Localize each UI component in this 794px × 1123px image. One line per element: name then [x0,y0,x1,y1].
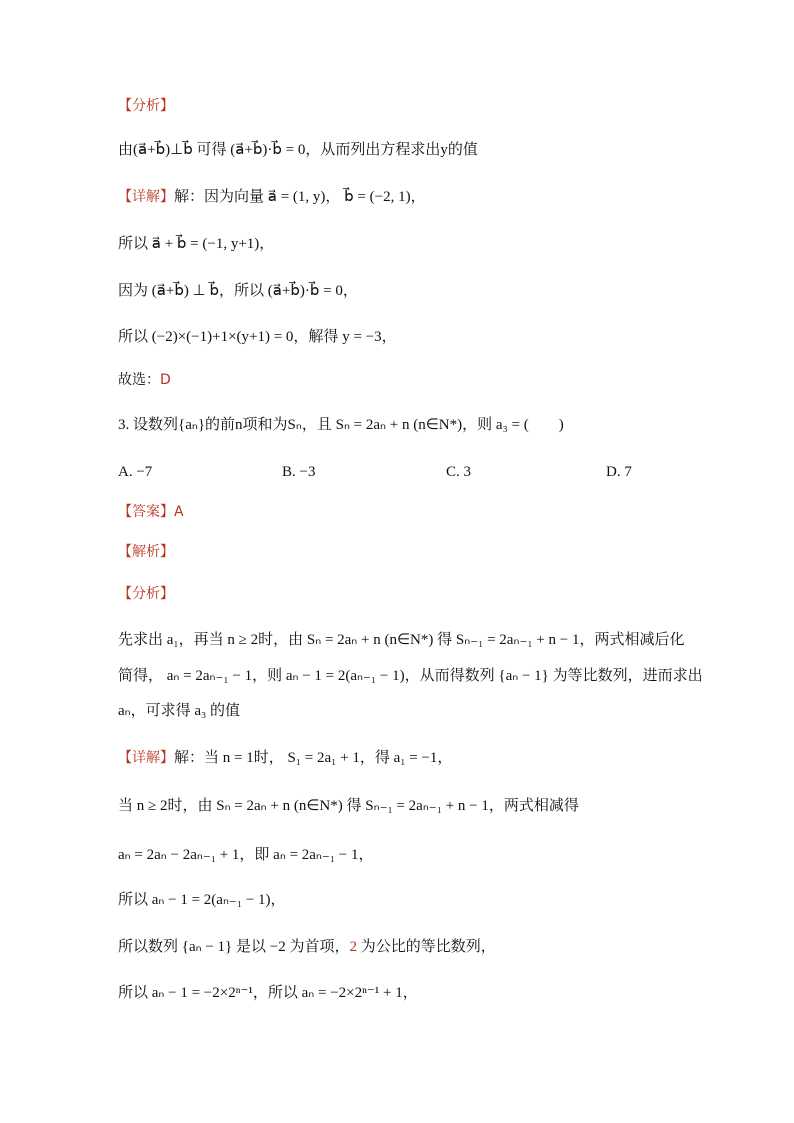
option-b: B. −3 [282,464,316,480]
detail-text-1: 解：因为向量 a⃗ = (1, y)， b⃗ = (−2, 1)， [174,189,426,205]
q3-analysis-tag: 【分析】 [118,586,174,602]
detail-line-2: 所以 a⃗ + b⃗ = (−1, y+1)， [118,236,275,252]
analysis-text: 由(a⃗+b⃗)⊥b⃗ 可得 (a⃗+b⃗)·b⃗ = 0，从而列出方程求出y的值 [118,142,478,158]
answer-line [118,502,184,522]
q3-analysis-line-2: 简得， aₙ = 2aₙ₋₁ − 1，则 aₙ − 1 = 2(aₙ₋₁ − 1)，从而得数列 {aₙ − 1} 为等比数列，进而求出 [118,668,703,684]
question-3-stem: 3. 设数列{aₙ}的前n项和为Sₙ，且 Sₙ = 2aₙ + n (n∈N*)，则 a₃ = ( ) [118,417,564,433]
q3-analysis-line-1: 先求出 a₁，再当 n ≥ 2时，由 Sₙ = 2aₙ + n (n∈N*) 得 Sₙ₋₁ = 2aₙ₋₁ + n − 1，两式相减后化 [118,632,685,648]
q3-detail-line-5 [118,937,496,957]
analysis-heading [118,96,174,116]
q3-analysis-line-3: aₙ，可求得 a₃ 的值 [118,703,241,719]
detail-line-3: 因为 (a⃗+b⃗) ⊥ b⃗，所以 (a⃗+b⃗)·b⃗ = 0， [118,283,358,299]
q3-detail-text-1: 解：当 n = 1时， S₁ = 2a₁ + 1，得 a₁ = −1， [174,750,453,766]
option-d: D. 7 [606,464,632,480]
analysis-tag: 【分析】 [118,98,174,114]
q3-detail-line-4: 所以 aₙ − 1 = 2(aₙ₋₁ − 1)， [118,892,286,908]
parse-tag: 【解析】 [118,544,174,560]
detail-line-1 [118,187,426,207]
q3-detail-line-6: 所以 aₙ − 1 = −2×2ⁿ⁻¹，所以 aₙ = −2×2ⁿ⁻¹ + 1， [118,985,418,1001]
q3-detail-line-2: 当 n ≥ 2时，由 Sₙ = 2aₙ + n (n∈N*) 得 Sₙ₋₁ = 2aₙ₋₁ + n − 1，两式相减得 [118,798,579,814]
parse-heading [118,542,174,562]
q3-detail-tag: 【详解】 [118,750,174,766]
choice-line [118,370,171,390]
answer-value: A [174,504,184,520]
choice-value: D [160,372,171,388]
detail-line-4: 所以 (−2)×(−1)+1×(y+1) = 0，解得 y = −3， [118,329,397,345]
detail-tag: 【详解】 [118,189,174,205]
q3-ratio-value: 2 [349,939,357,955]
q3-analysis-heading [118,584,174,604]
q3-detail-line-3: aₙ = 2aₙ − 2aₙ₋₁ + 1，即 aₙ = 2aₙ₋₁ − 1， [118,847,374,863]
choice-label: 故选： [118,372,160,388]
option-a: A. −7 [118,464,153,480]
q3-detail-line-1 [118,748,452,768]
answer-tag: 【答案】 [118,504,174,520]
q3-detail-line-5-post: 为公比的等比数列， [356,939,496,955]
q3-detail-line-5-pre: 所以数列 {aₙ − 1} 是以 −2 为首项， [118,939,350,955]
option-c: C. 3 [446,464,472,480]
